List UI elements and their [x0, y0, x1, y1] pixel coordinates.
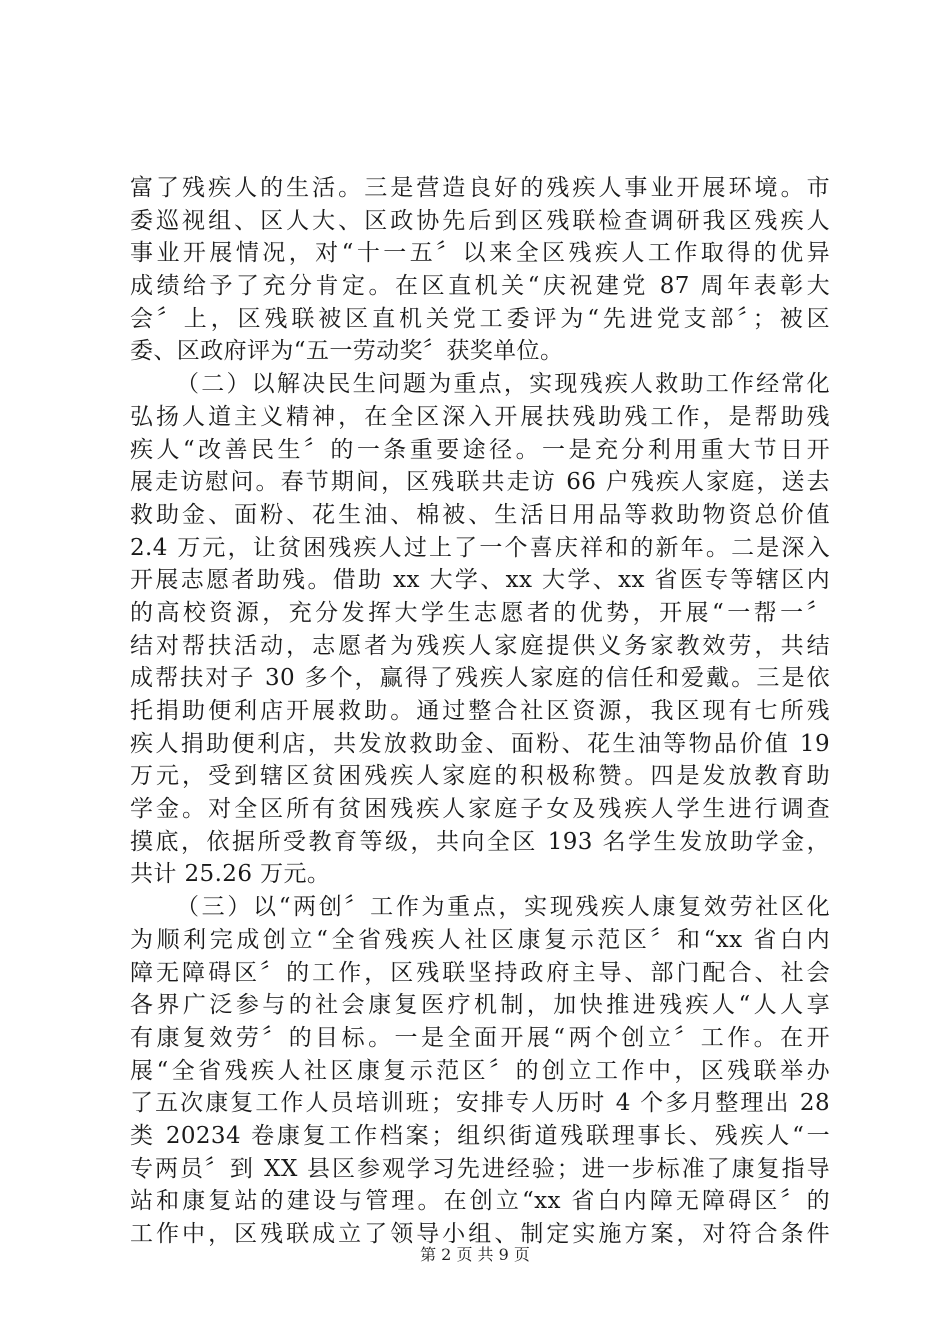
text-line: 委、区政府评为“五一劳动奖〞获奖单位。 [130, 338, 564, 365]
text-line: 会〞上，区残联被区直机关党工委评为“先进党支部〞；被区 [130, 305, 830, 332]
text-line: 2.4 万元，让贫困残疾人过上了一个喜庆祥和的新年。二是深入 [130, 534, 830, 561]
text-line: （三）以“两创〞工作为重点，实现残疾人康复效劳社区化 [176, 894, 830, 921]
text-line: （二）以解决民生问题为重点，实现残疾人救助工作经常化 [176, 371, 830, 398]
text-line: 开展志愿者助残。借助 xx 大学、xx 大学、xx 省医专等辖区内 [130, 567, 830, 594]
text-line: 共计 25.26 万元。 [130, 861, 331, 888]
text-line: 富了残疾人的生活。三是营造良好的残疾人事业开展环境。市 [130, 175, 830, 201]
text-line: 专两员〞到 XX 县区参观学习先进经验；进一步标准了康复指导 [130, 1155, 830, 1182]
text-line: 各界广泛参与的社会康复医疗机制，加快推进残疾人“人人享 [130, 992, 830, 1019]
text-line: 类 20234 卷康复工作档案；组织街道残联理事长、残疾人“一 [130, 1122, 830, 1149]
text-line: 的高校资源，充分发挥大学生志愿者的优势，开展“一帮一〞 [130, 599, 830, 626]
text-line: 托捐助便利店开展救助。通过整合社区资源，我区现有七所残 [130, 698, 830, 724]
text-line: 疾人捐助便利店，共发放救助金、面粉、花生油等物品价值 19 [130, 730, 830, 757]
text-line: 学金。对全区所有贫困残疾人家庭子女及残疾人学生进行调查 [130, 796, 830, 823]
text-line: 结对帮扶活动，志愿者为残疾人家庭提供义务家教效劳，共结 [130, 632, 830, 659]
text-line: 有康复效劳〞的目标。一是全面开展“两个创立〞工作。在开 [130, 1024, 830, 1051]
text-line: 事业开展情况，对“十一五〞以来全区残疾人工作取得的优异 [130, 240, 830, 267]
text-line: 展走访慰问。春节期间，区残联共走访 66 户残疾人家庭，送去 [130, 469, 830, 496]
text-line: 站和康复站的建设与管理。在创立“xx 省白内障无障碍区〞的 [130, 1188, 830, 1215]
text-line: 成绩给予了充分肯定。在区直机关“庆祝建党 87 周年表彰大 [130, 273, 830, 300]
text-line: 救助金、面粉、花生油、棉被、生活日用品等救助物资总价值 [130, 501, 830, 528]
text-line: 为顺利完成创立“全省残疾人社区康复示范区〞和“xx 省白内 [130, 926, 830, 953]
text-line: 展“全省残疾人社区康复示范区〞的创立工作中，区残联举办 [130, 1057, 830, 1084]
document-body [130, 172, 830, 1251]
page-footer: 第 2 页 共 9 页 [420, 1245, 530, 1264]
text-line: 了五次康复工作人员培训班；安排专人历时 4 个多月整理出 28 [130, 1090, 830, 1117]
text-line: 万元，受到辖区贫困残疾人家庭的积极称赞。四是发放教育助 [130, 763, 830, 790]
text-line: 成帮扶对子 30 多个，赢得了残疾人家庭的信任和爱戴。三是依 [130, 665, 830, 692]
text-line: 工作中，区残联成立了领导小组、制定实施方案，对符合条件 [130, 1221, 830, 1247]
text-line: 障无障碍区〞的工作，区残联坚持政府主导、部门配合、社会 [130, 959, 830, 986]
text-line: 疾人“改善民生〞的一条重要途径。一是充分利用重大节日开 [130, 436, 830, 463]
text-line: 摸底，依据所受教育等级，共向全区 193 名学生发放助学金， [130, 828, 830, 855]
text-line: 弘扬人道主义精神，在全区深入开展扶残助残工作，是帮助残 [130, 403, 830, 430]
text-line: 委巡视组、区人大、区政协先后到区残联检查调研我区残疾人 [130, 207, 830, 234]
